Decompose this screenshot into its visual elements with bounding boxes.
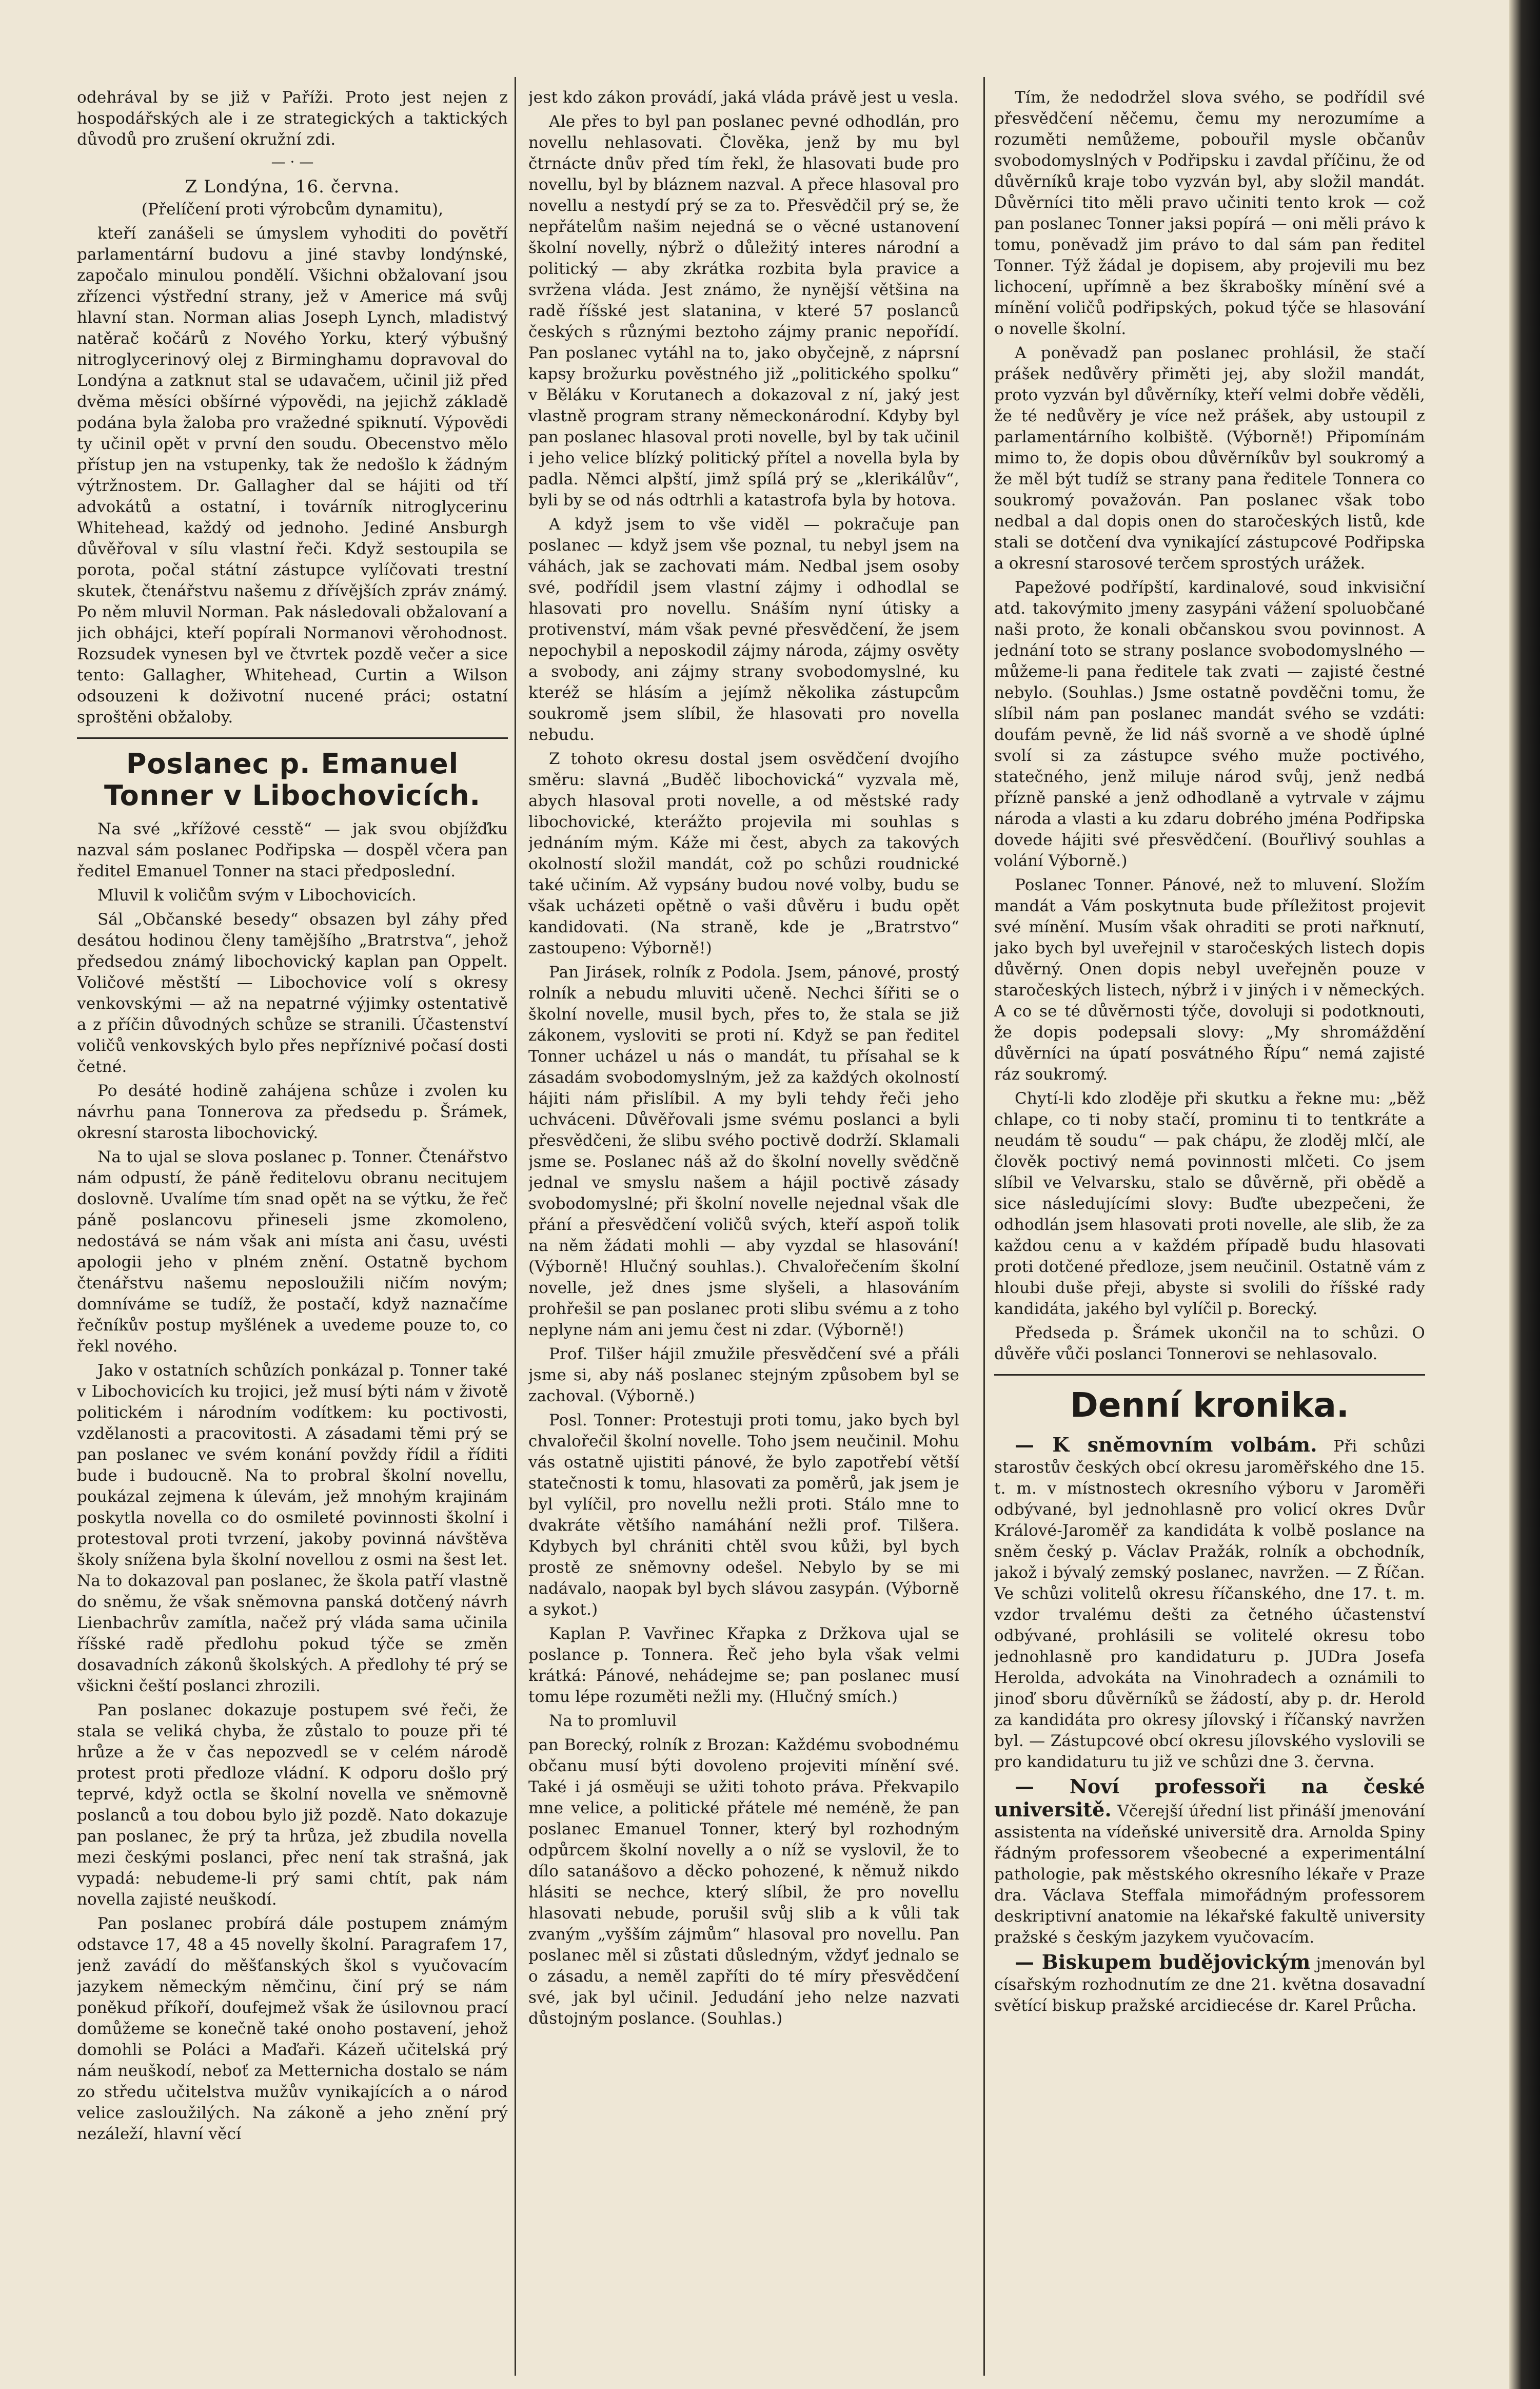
- dateline: Z Londýna, 16. června.: [185, 177, 400, 197]
- paragraph: kteří zanášeli se úmyslem vyhoditi do povětří parlamentární budovu a jiné stavby londýnské, započalo minulou pondělí. Všichni obžalovaní jsou zřízenci výstřední strany, jež v Americe má svůj hlavní stan. Norman alias Joseph Lynch, mladistvý natěrač kočárů z Nového Yorku, který výbušný nitroglycerinový olej z Birminghamu dopravoval do Londýna a zatknut stal se udavačem, učinil již před dvěma měsíci obšírné výpovědi, na jejichž základě podána byla žaloba pro vražedné spiknutí. Výpovědi ty učinil opět v první den soudu. Obecenstvo mělo přístup jen na vstupenky, tak že nedošlo k žádným výtržnostem. Dr. Gallagher dal se hájiti od tří advokátů a ostatní, i továrník nitroglycerinu Whitehead, každý od jednoho. Jediné Ansburgh důvěřoval v sílu vlastní řeči. Když sestoupila se porota, počal státní zástupce vylíčovati trestní skutek, čtenářstvu našemu z dřívějších zpráv známý. Po něm mluvil Norman. Pak následovali obžalovaní a jich obhájci, kteří popírali Normanovi věrohodnost. Rozsudek vynesen byl ve čtvrtek pozdě večer a sice tento: Gallagher, Whitehead, Curtin a Wilson odsouzeni k doživotní nucené práci; ostatní sproštěni obžaloby.: [77, 224, 508, 727]
- news-item-headline: — Biskupem budějovickým: [1015, 1950, 1311, 1973]
- horizontal-rule: [77, 737, 508, 739]
- paragraph: Poslanec Tonner. Pánové, než to mluvení. Složím mandát a Vám poskytnuta bude příležitost projevit své mínění. Musím však ohraditi se proti nařknutí, jako bych byl uveřejnil v staročeských listech dopis důvěrný. Onen dopis nebyl uveřejněn pouze v staročeských listech, nýbrž i v jiných i v německých. A co se té důvěrnosti týče, dovoluji si podotknouti, že dopis podepsali slovy: „My shromáždění důvěrníci na úpatí posvátného Řípu“ nemá zajisté ráz soukromý.: [994, 876, 1425, 1084]
- paragraph: Ale přes to byl pan poslanec pevné odhodlán, pro novellu nehlasovati. Člověka, jenž by mu byl čtrnácte dnův před tím řekl, že hlasovati bude pro novellu, byl by bláznem nazval. A přece hlasoval pro novellu a nestydí prý se za to. Přesvědčil prý se, že nepřátelům našim nejedná se o věcné ustanovení školní novelly, nýbrž o důležitý interes národní a politický — aby zkrátka rozbita byla pravice a svržena vláda. Jest známo, že nynější většina na radě říšské jest slatanina, v které 57 poslanců českých s různými beztoho zájmy pranic nepořídí. Pan poslanec vytáhl na to, jako obyčejně, z náprsní kapsy brožurku pověstného již „politického spolku“ v Běláku v Korutanech a dokazoval z ní, jaký jest vlastně program strany německonárodní. Kdyby byl pan poslanec hlasoval proti novelle, byl by tak učinil i jeho velice blízký politický přítel a novella byla by padla. Němci alpští, jimž spílá prý se „klerikálův“, byli by se od nás odtrhli a katastrofa byla by hotova.: [528, 112, 959, 510]
- paragraph: Tím, že nedodržel slova svého, se podřídil své přesvědčení něčemu, čemu my nerozumíme a rozuměti nemůžeme, pobouřil mysle občanův svobodomyslných v Podřipsku i zavdal příčinu, že od důvěrníků kraje tobo vyzván byl, aby složil mandát. Důvěrníci tito měli pravo učiniti tento krok — což pan poslanec Tonner jaksi popírá — oni měli právo k tomu, poněvadž jim právo to dal sám pan ředitel Tonner. Týž žádal je dopisem, aby projevili mu bez lichocení, upřímně a bez škrabošky mínění své a mínění voličů podřipských, pokud týče se hlasování o novelle školní.: [994, 88, 1425, 338]
- paragraph: Papežové podřípští, kardinalové, soud inkvisiční atd. takovýmito jmeny zasypáni vážení spoluobčané naši proto, že konali občanskou svou povinnost. A jednání toto se strany poslance svobodomyslného — můžeme-li pana ředitele tak zvati — zajisté čestné nebylo. (Souhlas.) Jsme ostatně povděčni tomu, že slíbil nám pan poslanec mandát svého se vzdáti: doufám pevně, že lid náš svorně a ve shodě úplné svolí si za zástupce svého muže poctivého, statečného, jenž miluje národ svůj, jenž nedbá přízně panské a jenž odhodlaně a vytrvale v zájmu národa a vlasti a ku zdaru dobrého jména Podřipska dovede hájiti své přesvědčení. (Bouřlivý souhlas a volání Výborně.): [994, 578, 1425, 870]
- paragraph: Prof. Tilšer hájil zmužile přesvědčení své a přáli jsme si, aby náš poslanec stejným způsobem byl se zachoval. (Výborně.): [528, 1345, 959, 1405]
- separator: — · —: [271, 153, 314, 170]
- paragraph: jest kdo zákon provádí, jaká vláda právě jest u vesla.: [528, 88, 959, 107]
- paragraph: Pan Jirásek, rolník z Podola. Jsem, pánové, prostý rolník a nebudu mluviti učeně. Nechci šířiti se o školní novelle, musil bych, přes to, že stala se již zákonem, vysloviti se proti ní. Když se pan ředitel Tonner ucházel u nás o mandát, tu přísahal se k zásadám svobodomyslným, jež za každých okolností hájiti nám přislíbil. A my byli tehdy řeči jeho uchváceni. Důvěřovali jsme svému poslanci a byli přesvědčeni, že slibu svého poctivě dodrží. Sklamali jsme se. Poslanec náš až do školní novelly svědčně jednal ve smyslu našem a hájil poctivě zásady svobodomyslné; při školní novelle nejednal však dle přání a přesvědčení voličů svých, kteří aspoň tolik na něm žádati mohli — aby vyzdal se hlasování! (Výborně! Hlučný souhlas.). Chvalořečením školní novelle, jež dnes jsme slyšeli, a hlasováním prohřešil se pan poslanec proti slibu svému a z toho neplyne nám ani jemu čest ni zdar. (Výborně!): [528, 963, 959, 1339]
- paragraph: Posl. Tonner: Protestuji proti tomu, jako bych byl chvalořečil školní novelle. Toho jsem neučinil. Mohu vás ostatně ujistiti pánové, že bylo zapotřebí větší statečnosti k tomu, hlasovati za poměrů, jak jsem je byl vylíčil, pro novellu nežli proti. Stálo mne to dvakráte většího namáhání nežli prof. Tilšera. Kdybych byl chrániti chtěl svou kůži, byl bych prostě ze sněmovny odešel. Nebylo by se mi nadávalo, naopak byl bych slávou zasypán. (Výborně a sykot.): [528, 1411, 959, 1619]
- paragraph: Sál „Občanské besedy“ obsazen byl záhy před desátou hodinou členy tamějšího „Bratrstva“, jehož předsedou známý libochovický kaplan pan Oppelt. Voličové městští — Libochovice volí s okresy venkovskými — až na nepatrné výjimky ostentativě a z příčin důvodných schůze se stranili. Účastenství voličů venkovských bylo přes nepříznivé počasí dosti četné.: [77, 910, 508, 1076]
- news-item-headline: — Noví professoři na české universitě.: [994, 1775, 1425, 1821]
- paragraph: odehrával by se již v Paříži. Proto jest nejen z hospodářských ale i ze strategických a taktických důvodů pro zrušení okružní zdi.: [77, 88, 508, 149]
- paragraph: Kaplan P. Vavřinec Křapka z Držkova ujal se poslance p. Tonnera. Řeč jeho byla však velmi krátká: Pánové, nehádejme se; pan poslanec musí tomu lépe rozuměti nežli my. (Hlučný smích.): [528, 1624, 959, 1706]
- paragraph: Chytí-li kdo zloděje při skutku a řekne mu: „běž chlape, co ti noby stačí, prominu ti to tentkráte a neudám tě soudu“ — pak chápu, že zloděj mlčí, ale člověk poctivý nemá povinnosti mlčeti. Co jsem slíbil ve Velvarsku, stalo se důvěrně, při obědě a sice následujícími slovy: Buďte ubezpečeni, že odhodlán jsem hlasovati proti novelle, ale slib, že za každou cenu a v každém případě budu hlasovati proti dotčené předloze, jsem neučinil. Ostatně vám z hloubi duše přeji, abyste si svolili do říšské rady kandidáta, jakého byl vylíčil p. Borecký.: [994, 1089, 1425, 1318]
- page-fold-shadow: [1509, 0, 1540, 2389]
- paragraph: Mluvil k voličům svým v Libochovicích.: [97, 886, 417, 905]
- column-rule-right: [983, 77, 985, 2376]
- paragraph: Předseda p. Šrámek ukončil na to schůzi. O důvěře vůči poslanci Tonnerovi se nehlasovalo.: [994, 1324, 1425, 1363]
- news-item-text: Včerejší úřední list přináší jmenování assistenta na vídeňské universitě dra. Arnolda Spiny řádným professorem všeobecné a experimentální pathologie, pak městského okresního lékaře v Praze dra. Václava Steffala mimořádným professorem deskriptivní anatomie na lékařské fakultě university pražské s českým jazykem vyučovacím.: [994, 1802, 1425, 1947]
- paragraph: A když jsem to vše viděl — pokračuje pan poslanec — když jsem vše poznal, tu nebyl jsem na váhách, jak se zachovati mám. Nedbal jsem osoby své, podřídil jsem vlastní zájmy i odhodlal se hlasovati pro novellu. Snáším nyní útisky a protivenství, mám však pevné přesvědčení, že jsem nepochybil a neposkodil zájmy národa, zájmy osvěty a svobody, ani zájmy strany svobodomyslné, ku kteréž se hlásím a jejímž několika zástupcům soukromě jsem slíbil, že hlasovati pro novella nebudu.: [528, 515, 959, 744]
- paragraph: Pan poslanec dokazuje postupem své řeči, že stala se veliká chyba, že zůstalo to pouze při té hrůze a že v čas nepozvedl se v celém národě protest proti předloze vládní. K odporu došlo prý teprvé, když octla se školní novella ve sněmovně poslanců a tou dobou bylo již pozdě. Nato dokazuje pan poslanec, že prý ta hrůza, jež zbudila novella mezi českými poslanci, přec není tak strašná, jak vypadá: nebudeme-li prý sami chtít, pak nám novella zajisté neuškodí.: [77, 1701, 508, 1909]
- article-headline: Poslanec p. Emanuel Tonner v Libochovicích.: [104, 748, 481, 812]
- column-3: [994, 87, 1425, 2381]
- paragraph: Jako v ostatních schůzích ponkázal p. Tonner také v Libochovicích ku trojici, jež musí býti nám v životě politickém i národním vodítkem: ku poctivosti, vzdělanosti a pracovitosti. A zásadami těmi prý se pan poslanec ve svém konání povždy řídil a říditi bude i budoucně. Na to probral školní novellu, poukázal zejmena k úlevám, jež mnohým krajinám poskytla novella co do osmileté povinnosti školní i protestoval proti tvrzení, jakoby povinná návštěva školy snížena byla školní novellou z osmi na šest let. Na to dokazoval pan poslanec, že škola patří vlastně do sněmu, že však sněmovna panská dotčený návrh Lienbachrův zamítla, načež prý vláda sama učinila říšské radě předlohu pokud týče se změn dosavadních zákonů školských. A předlohy té prý se všickni čeští poslanci zhrozili.: [77, 1361, 508, 1695]
- column-rule-left: [515, 77, 516, 2376]
- paragraph: Na své „křížové cesstě“ — jak svou objížďku nazval sám poslanec Podřipska — dospěl včera pan ředitel Emanuel Tonner na staci předposlední.: [77, 820, 508, 880]
- paragraph: A poněvadž pan poslanec prohlásil, že stačí prášek nedůvěry přiměti jej, aby složil mandát, proto vyzván byl důvěrníky, kteří velmi dobře věděli, že té nedůvěry je více než prášek, aby ustoupil z parlamentárního kolbiště. (Výborně!) Připomínám mimo to, že dopis obou důvěrníkův byl soukromý a že měl být tudíž se strany pana ředitele Tonnera co soukromý považován. Pan poslanec však tobo nedbal a dal dopis onen do staročeských listů, kde stali se dotčení dva vynikající zástupcové Podřipska a okresní starosové terčem sprostých urážek.: [994, 344, 1425, 573]
- column-2: [528, 87, 959, 2381]
- section-title: Denní kronika.: [1070, 1385, 1350, 1425]
- column-1: [77, 87, 508, 2381]
- paragraph: Po desáté hodině zahájena schůze i zvolen ku návrhu pana Tonnerova za předsedu p. Šrámek, okresní starosta libochovický.: [77, 1082, 508, 1142]
- paragraph: Na to promluvil: [549, 1712, 677, 1730]
- news-item-headline: — K sněmovním volbám.: [1015, 1433, 1317, 1456]
- paragraph: pan Borecký, rolník z Brozan: Každému svobodnému občanu musí býti dovoleno projeviti mínění své. Také i já osměuji se užiti tohoto práva. Překvapilo mne velice, a politické přátele mé neméně, že pan poslanec Emanuel Tonner, který byl rozhodným odpůrcem školní novelly a o níž se vyslovil, že to dílo satanášovo a děcko pohozené, k němuž nikdo hlásiti se nechce, který slíbil, že pro novellu hlasovati nebude, porušil svůj slib a k vůli tak zvaným „vyšším zájmům“ hlasoval pro novellu. Pan poslanec měl si zůstati důsledným, vždyť jednalo se o zásadu, a neměl zapříti do té míry přesvědčení své, jak byl učinil. Jedudání jeho nelze nazvati důstojným poslance. (Souhlas.): [528, 1736, 959, 2028]
- paragraph: Z tohoto okresu dostal jsem osvědčení dvojího směru: slavná „Buděč libochovická“ vyzvala mě, abych hlasoval proti novelle, a od městské rady libochovické, kterážto projevila mi souhlas s jednáním mým. Káže mi čest, abych za takových okolností složil mandát, což po schůzi roudnické také učiním. Až vypsány budou nové volby, budu se však ucházeti opětně o vaši důvěru i budu opět kandidovati. (Na straně, kde je „Bratrstvo“ zastoupeno: Výborně!): [528, 750, 959, 957]
- news-item-text: Při schůzi starostův českých obcí okresu jaroměřského dne 15. t. m. v místnostech okresního výboru v Jaroměři odbývané, byl jednohlasně pro volicí okres Dvůr Králové-Jaroměř za kandidáta k volbě poslance na sněm český p. Václav Pražák, rolník a obchodník, jakož i bývalý zemský poslanec, navržen. — Z Říčan. Ve schůzi volitelů okresu říčanského, dne 17. t. m. vzdor trvalému dešti za četného účastenství odbývané, prohlásili se volitelé okresu tobo jednohlasně pro kandidaturu p. JUDra Josefa Herolda, advokáta na Vinohradech a oznámili to jinoď sboru důvěrníků se žádostí, aby p. dr. Herold za kandidáta pro okresy jílovský i říčanský navržen byl. — Zástupcové obcí okresu jílovského vyslovili se pro kandidaturu tu již ve schůzi dne 3. června.: [994, 1437, 1425, 1771]
- paragraph: Pan poslanec probírá dále postupem známým odstavce 17, 48 a 45 novelly školní. Paragrafem 17, jenž zavádí do měšťanských škol s vyučovacím jazykem německým němčinu, činí prý se nám poněkud příkoří, doufejmež však že úsilovnou prací domůžeme se konečně také onoho postavení, jehož domohli se Poláci a Maďaři. Kázeň učitelská prý nám neuškodí, neboť za Metternicha dostalo se nám zo středu učitelstva mužův vynikajících a o národ velice zasloužilých. Na zákoně a jeho znění prý nezáleží, hlavní věcí: [77, 1914, 508, 2143]
- news-item-text: jmenován byl císařským rozhodnutím ze dne 21. května dosavadní světící biskup pražské arcidiecése dr. Karel Průcha.: [994, 1954, 1425, 2015]
- subtitle: (Přelíčení proti výrobcům dynamitu),: [141, 200, 444, 219]
- paragraph: Na to ujal se slova poslanec p. Tonner. Čtenářstvo nám odpustí, že páně ředitelovu obranu necitujem doslovně. Uvalíme tím snad opět na se výtku, že řeč páně poslancovu přineseli jsme zkomoleno, nedostává se nám však ani místa ani času, uvésti apologii jeho v plném znění. Ostatně bychom čtenářstvu našemu neposloužili ničím novým; domníváme se tudíž, že postačí, když naznačíme řečníkův postup myšlének a uvedeme pouze to, co řekl nového.: [77, 1148, 508, 1356]
- horizontal-rule: [994, 1374, 1425, 1376]
